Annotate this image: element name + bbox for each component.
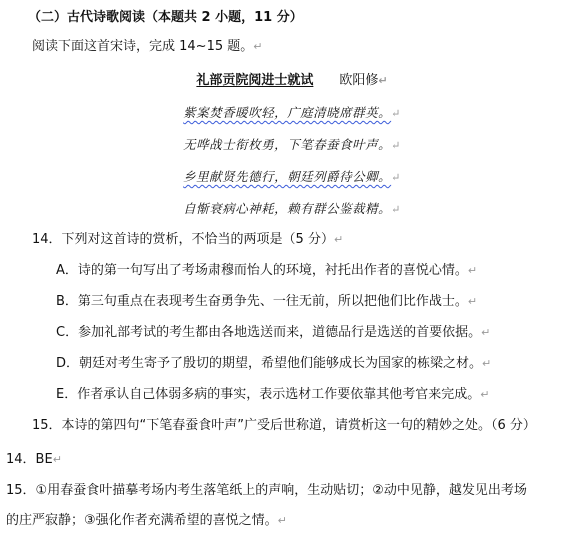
q14-stem: 14．下列对这首诗的赏析，不恰当的两项是（5 分）↵ xyxy=(32,232,344,247)
poem-line-2: 无哗战士衔枚勇，下笔春蚕食叶声。↵ xyxy=(183,137,401,152)
q14-option-c: C．参加礼部考试的考生都由各地选送而来，道德品行是选送的首要依据。↵ xyxy=(56,325,491,340)
poem-line-1: 紫案焚香暖吹轻，广庭清晓席群英。↵ xyxy=(183,105,401,120)
answer-15-line-1: 15．①用春蚕食叶描摹考场内考生落笔纸上的声响，生动贴切；②动中见静，越发见出考场 xyxy=(6,483,527,498)
poem-title: 礼部贡院阅进士就试 欧阳修↵ xyxy=(196,73,388,88)
q15-stem: 15．本诗的第四句“下笔春蚕食叶声”广受后世称道，请赏析这一句的精妙之处。（6 分） xyxy=(32,418,536,433)
answer-14: 14．BE↵ xyxy=(6,452,62,467)
q14-option-e: E．作者承认自己体弱多病的事实，表示选材工作要依靠其他考官来完成。↵ xyxy=(56,387,490,402)
answer-15-line-2: 的庄严寂静；③强化作者充满希望的喜悦之情。↵ xyxy=(6,513,287,528)
instruction: 阅读下面这首宋诗，完成 14~15 题。↵ xyxy=(32,39,263,54)
q14-option-d: D．朝廷对考生寄予了殷切的期望，希望他们能够成长为国家的栋梁之材。↵ xyxy=(56,356,492,371)
poem-line-3: 乡里献贤先德行，朝廷列爵待公卿。↵ xyxy=(183,169,401,184)
poem-line-4: 自惭衰病心神耗，赖有群公鉴裁精。↵ xyxy=(183,201,401,216)
q14-option-a: A．诗的第一句写出了考场肃穆而怡人的环境，衬托出作者的喜悦心情。↵ xyxy=(56,263,478,278)
q14-option-b: B．第三句重点在表现考生奋勇争先、一往无前，所以把他们比作战士。↵ xyxy=(56,294,478,309)
section-title: （二）古代诗歌阅读（本题共 2 小题，11 分） xyxy=(28,10,303,25)
poem-author: 欧阳修 xyxy=(339,73,379,88)
